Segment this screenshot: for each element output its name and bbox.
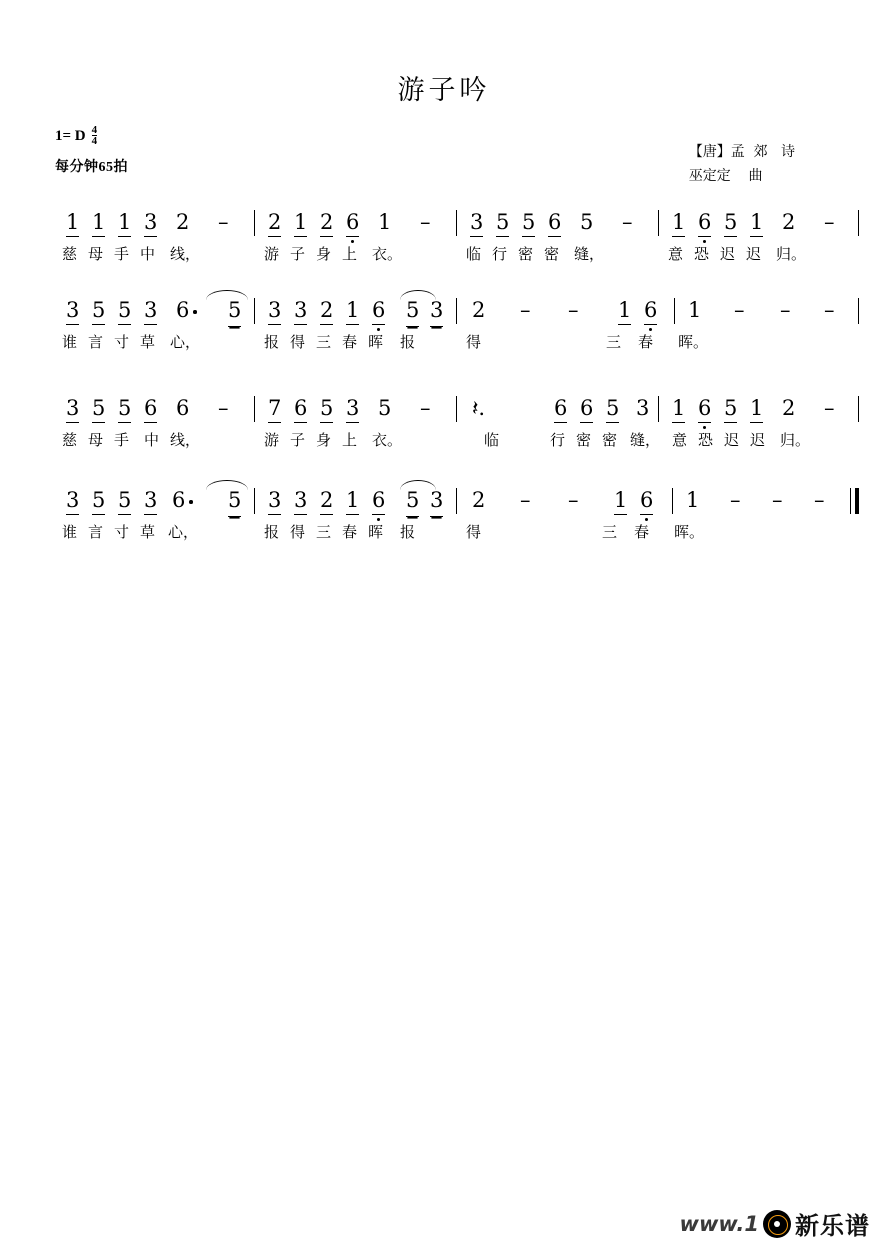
key-tempo-block xyxy=(55,124,128,176)
lyric-syllable: 密 xyxy=(518,245,534,263)
tempo-marking: 每分钟65拍 xyxy=(55,160,128,175)
lyric-syllable: 临 xyxy=(484,431,500,449)
lyrics-row xyxy=(58,244,807,270)
lyric-syllable: 线， xyxy=(170,431,201,449)
note-number: 3 xyxy=(430,488,443,517)
page-title: 游子吟 xyxy=(397,75,491,106)
lyric-syllable: 迟 xyxy=(746,245,762,263)
note-number: 2 xyxy=(782,396,796,420)
note-number: 3 xyxy=(144,298,157,325)
rest-symbol: 𝄽. xyxy=(472,396,486,420)
note-number: 6 xyxy=(176,396,190,420)
note-number: 2 xyxy=(782,210,796,234)
lyrics-row xyxy=(58,430,811,456)
barline xyxy=(456,396,457,422)
note-number: 2 xyxy=(320,488,333,515)
barline xyxy=(672,488,673,514)
barline xyxy=(254,210,255,236)
barline xyxy=(456,488,457,514)
score-system xyxy=(58,210,835,270)
note-number: 1 xyxy=(378,210,392,234)
note-number: 1 xyxy=(688,298,702,322)
note-number: 5 xyxy=(92,396,105,423)
note-number: 1 xyxy=(672,210,685,237)
watermark-url: www.1 xyxy=(679,1211,759,1236)
lyric-syllable: 衣。 xyxy=(372,431,403,449)
lyric-syllable: 晖 xyxy=(368,523,384,541)
lyric-syllable: 上 xyxy=(342,431,358,449)
lyric-syllable: 游 xyxy=(264,431,280,449)
note-number: 5 xyxy=(496,210,509,237)
note-number: 1 xyxy=(750,396,763,423)
note-number: 6 xyxy=(640,488,653,515)
barline xyxy=(456,210,457,236)
note-number: 6 xyxy=(172,488,186,512)
lyricist-credit: 【唐】孟 郊 诗 xyxy=(688,144,795,160)
lyric-syllable: 三 xyxy=(316,333,332,351)
score-system xyxy=(58,488,825,548)
note-number: 3 xyxy=(294,298,307,325)
note-number: 6 xyxy=(372,488,385,515)
vinyl-record-icon xyxy=(763,1210,791,1238)
barline xyxy=(254,488,255,514)
key-signature: 1= D xyxy=(55,128,86,144)
lyric-syllable: 身 xyxy=(316,431,332,449)
lyric-syllable: 中 xyxy=(140,245,156,263)
octave-down-dot xyxy=(649,328,652,331)
barline xyxy=(658,396,659,422)
note-number: 5 xyxy=(118,488,131,515)
lyric-syllable: 三 xyxy=(602,523,618,541)
lyric-syllable: 言 xyxy=(88,523,104,541)
note-number: 6 xyxy=(644,298,657,325)
note-number: 5 xyxy=(92,298,105,325)
composer-credit: 巫定定 曲 xyxy=(688,168,763,184)
note-number: 3 xyxy=(268,488,281,515)
note-number: – xyxy=(730,488,741,512)
lyric-syllable: 迟 xyxy=(720,245,736,263)
barline xyxy=(254,396,255,422)
tie-slur xyxy=(206,290,248,300)
note-number: – xyxy=(420,396,431,420)
time-signature xyxy=(92,125,98,146)
note-number: 5 xyxy=(724,210,737,237)
lyric-syllable: 报 xyxy=(264,523,280,541)
lyric-syllable: 子 xyxy=(290,245,306,263)
note-number: – xyxy=(734,298,745,322)
note-number: – xyxy=(420,210,431,234)
note-number: 5 xyxy=(320,396,333,423)
score-system xyxy=(58,396,835,456)
lyric-syllable: 迟 xyxy=(750,431,766,449)
watermark xyxy=(680,1206,870,1241)
octave-down-dot xyxy=(703,240,706,243)
note-number: 3 xyxy=(430,298,443,327)
key-signature-line xyxy=(55,124,128,150)
note-number: 5 xyxy=(92,488,105,515)
lyrics-row xyxy=(58,522,798,548)
lyric-syllable: 春 xyxy=(342,523,358,541)
barline xyxy=(658,210,659,236)
lyric-syllable: 密 xyxy=(544,245,560,263)
note-number: 1 xyxy=(92,210,105,237)
lyric-syllable: 得 xyxy=(466,333,482,351)
lyric-syllable: 子 xyxy=(290,431,306,449)
notes-row xyxy=(58,488,825,522)
note-number: 2 xyxy=(320,298,333,325)
barline xyxy=(858,210,859,236)
lyric-syllable: 归。 xyxy=(780,431,811,449)
lyric-syllable: 母 xyxy=(88,431,104,449)
note-number: 6 xyxy=(698,396,711,423)
lyric-syllable: 密 xyxy=(602,431,618,449)
note-number: 3 xyxy=(470,210,483,237)
note-number: 2 xyxy=(472,298,486,322)
notes-row xyxy=(58,298,835,332)
lyric-syllable: 游 xyxy=(264,245,280,263)
octave-down-dot xyxy=(645,518,648,521)
note-number: 5 xyxy=(378,396,392,420)
note-number: – xyxy=(622,210,633,234)
note-number: 3 xyxy=(66,488,79,515)
note-number: – xyxy=(520,298,531,322)
note-number: 6 xyxy=(698,210,711,237)
note-number: 6 xyxy=(144,396,157,423)
note-number: 1 xyxy=(686,488,700,512)
note-number: 1 xyxy=(614,488,627,515)
note-number: – xyxy=(218,396,229,420)
note-number: – xyxy=(824,396,835,420)
note-number: 6 xyxy=(346,210,359,237)
note-number: 2 xyxy=(320,210,333,237)
lyric-syllable: 行 xyxy=(550,431,566,449)
note-number: 2 xyxy=(176,210,190,234)
barline xyxy=(858,298,859,324)
note-number: – xyxy=(780,298,791,322)
notes-row xyxy=(58,210,835,244)
note-number: 3 xyxy=(144,210,157,237)
lyric-syllable: 得 xyxy=(466,523,482,541)
augmentation-dot xyxy=(189,500,193,504)
note-number: 6 xyxy=(294,396,307,423)
lyric-syllable: 线， xyxy=(170,245,201,263)
note-number: – xyxy=(772,488,783,512)
lyric-syllable: 缝， xyxy=(630,431,661,449)
lyric-syllable: 心， xyxy=(170,333,201,351)
note-number: 6 xyxy=(372,298,385,325)
note-number: 1 xyxy=(294,210,307,237)
lyric-syllable: 草 xyxy=(140,333,156,351)
lyric-syllable: 行 xyxy=(492,245,508,263)
lyric-syllable: 恐 xyxy=(694,245,710,263)
lyric-syllable: 慈 xyxy=(62,431,78,449)
octave-down-dot xyxy=(377,328,380,331)
note-number: 6 xyxy=(580,396,593,423)
note-number: 6 xyxy=(176,298,190,322)
note-number: 5 xyxy=(724,396,737,423)
note-number: 7 xyxy=(268,396,281,423)
note-number: – xyxy=(824,210,835,234)
lyric-syllable: 草 xyxy=(140,523,156,541)
lyric-syllable: 春 xyxy=(638,333,654,351)
lyric-syllable: 恐 xyxy=(698,431,714,449)
lyric-syllable: 报 xyxy=(264,333,280,351)
lyric-syllable: 报 xyxy=(400,333,416,351)
note-number: 5 xyxy=(228,488,241,517)
octave-down-dot xyxy=(351,240,354,243)
note-number: 5 xyxy=(580,210,594,234)
lyric-syllable: 手 xyxy=(114,245,130,263)
note-number: 5 xyxy=(118,396,131,423)
lyric-syllable: 晖 xyxy=(368,333,384,351)
lyric-syllable: 临 xyxy=(466,245,482,263)
note-number: 3 xyxy=(66,298,79,325)
note-number: 1 xyxy=(346,488,359,515)
barline xyxy=(858,396,859,422)
lyric-syllable: 言 xyxy=(88,333,104,351)
note-number: – xyxy=(568,488,579,512)
lyric-syllable: 三 xyxy=(606,333,622,351)
augmentation-dot xyxy=(193,310,197,314)
barline xyxy=(674,298,675,324)
note-number: 1 xyxy=(346,298,359,325)
note-number: 1 xyxy=(66,210,79,237)
note-number: 3 xyxy=(294,488,307,515)
note-number: – xyxy=(824,298,835,322)
lyric-syllable: 春 xyxy=(342,333,358,351)
note-number: – xyxy=(814,488,825,512)
octave-down-dot xyxy=(377,518,380,521)
time-signature-denominator: 4 xyxy=(91,135,98,147)
score-system xyxy=(58,298,835,358)
note-number: – xyxy=(218,210,229,234)
lyric-syllable: 意 xyxy=(668,245,684,263)
note-number: 1 xyxy=(618,298,631,325)
lyric-syllable: 母 xyxy=(88,245,104,263)
lyric-syllable: 三 xyxy=(316,523,332,541)
note-number: 3 xyxy=(346,396,359,423)
note-number: 3 xyxy=(268,298,281,325)
lyric-syllable: 谁 xyxy=(62,333,78,351)
tie-slur xyxy=(206,480,248,490)
lyric-syllable: 意 xyxy=(672,431,688,449)
lyric-syllable: 报 xyxy=(400,523,416,541)
barline xyxy=(456,298,457,324)
lyric-syllable: 得 xyxy=(290,523,306,541)
note-number: – xyxy=(520,488,531,512)
lyric-syllable: 密 xyxy=(576,431,592,449)
lyric-syllable: 春 xyxy=(634,523,650,541)
lyric-syllable: 寸 xyxy=(114,333,130,351)
note-number: 3 xyxy=(144,488,157,515)
note-number: 2 xyxy=(268,210,281,237)
lyric-syllable: 衣。 xyxy=(372,245,403,263)
lyric-syllable: 得 xyxy=(290,333,306,351)
note-number: – xyxy=(568,298,579,322)
lyric-syllable: 心， xyxy=(168,523,199,541)
note-number: 1 xyxy=(118,210,131,237)
credits-block xyxy=(689,140,795,188)
note-number: 5 xyxy=(522,210,535,237)
barline xyxy=(254,298,255,324)
note-number: 1 xyxy=(672,396,685,423)
lyric-syllable: 迟 xyxy=(724,431,740,449)
lyric-syllable: 归。 xyxy=(776,245,807,263)
note-number: 3 xyxy=(66,396,79,423)
lyric-syllable: 晖。 xyxy=(674,523,705,541)
watermark-site-name: 新乐谱 xyxy=(795,1212,870,1240)
lyric-syllable: 缝， xyxy=(574,245,605,263)
lyric-syllable: 中 xyxy=(144,431,160,449)
note-number: 1 xyxy=(750,210,763,237)
notes-row xyxy=(58,396,835,430)
lyric-syllable: 上 xyxy=(342,245,358,263)
note-number: 5 xyxy=(606,396,619,423)
note-number: 2 xyxy=(472,488,486,512)
octave-down-dot xyxy=(703,426,706,429)
lyric-syllable: 寸 xyxy=(114,523,130,541)
note-number: 6 xyxy=(548,210,561,237)
lyric-syllable: 手 xyxy=(114,431,130,449)
note-number: 5 xyxy=(228,298,241,327)
lyric-syllable: 谁 xyxy=(62,523,78,541)
lyrics-row xyxy=(58,332,798,358)
note-number: 5 xyxy=(118,298,131,325)
note-number: 6 xyxy=(554,396,567,423)
note-number: 5 xyxy=(406,298,419,327)
note-number: 3 xyxy=(636,396,650,420)
lyric-syllable: 身 xyxy=(316,245,332,263)
time-signature-numerator: 4 xyxy=(91,124,98,136)
lyric-syllable: 晖。 xyxy=(678,333,709,351)
lyric-syllable: 慈 xyxy=(62,245,78,263)
note-number: 5 xyxy=(406,488,419,517)
